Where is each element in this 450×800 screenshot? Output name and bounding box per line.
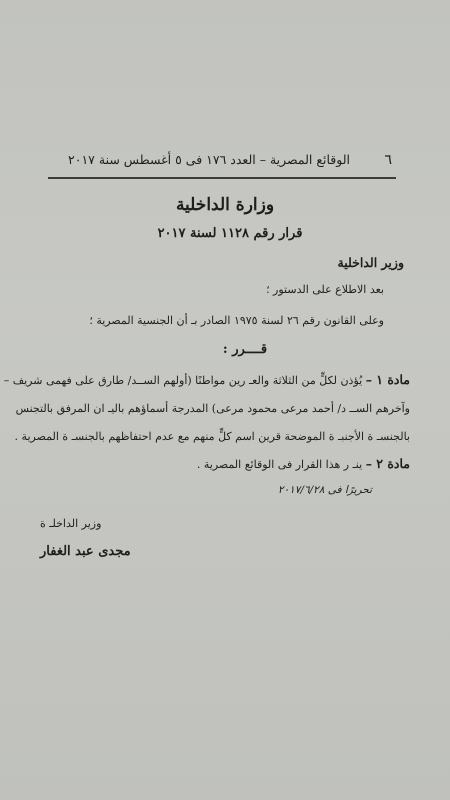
- signatory-title: وزير الداخلـ ة: [40, 517, 102, 530]
- preamble-line: بعد الاطلاع على الدستور ؛: [266, 283, 384, 296]
- decree-title: قرار رقم ١١٢٨ لسنة ٢٠١٧: [157, 226, 303, 241]
- ministry-heading: وزارة الداخلية: [175, 195, 275, 215]
- article-text: يُؤذن لكلٍّ من الثلاثة والعـ رين مواطنًا (أولهم الســد/ طارق على فهمى شريف –: [3, 374, 363, 387]
- article-text: ينـ ر هذا القرار فى الوقائع المصرية .: [196, 458, 363, 471]
- article-2-line: [197, 456, 410, 471]
- article-label: مادة ٢ –: [365, 456, 410, 471]
- preamble-line: وعلى القانون رقم ٢٦ لسنة ١٩٧٥ الصادر بـ أن الجنسية المصرية ؛: [89, 314, 384, 327]
- decided-heading: قــــرر :: [222, 342, 268, 357]
- date-line: تحريرًا فى ٢٠١٧/٦/٢٨: [277, 484, 372, 496]
- article-label: مادة ١ –: [365, 372, 410, 387]
- article-1-line: بالجنسـ ة الأجنبـ ة الموضحة قرين اسم كلٍّ منهم مع عدم احتفاظهم بالجنسـ ة المصرية .: [14, 430, 410, 443]
- article-1-line: وآخرهم الســ د/ أحمد مرعى محمود مرعى) المدرجة أسماؤهم باليـ ان المرفق بالتجنس: [15, 402, 410, 415]
- publication-line: الوقائع المصرية – العدد ١٧٦ فى ٥ أغسطس سنة ٢٠١٧: [68, 152, 350, 167]
- page-number: ٦: [384, 152, 392, 168]
- header-rule: [48, 177, 396, 179]
- article-1-line: [4, 372, 410, 387]
- signatory-name: مجدى عبد الغفار: [40, 544, 131, 559]
- issuer-line: وزير الداخلية: [337, 255, 404, 270]
